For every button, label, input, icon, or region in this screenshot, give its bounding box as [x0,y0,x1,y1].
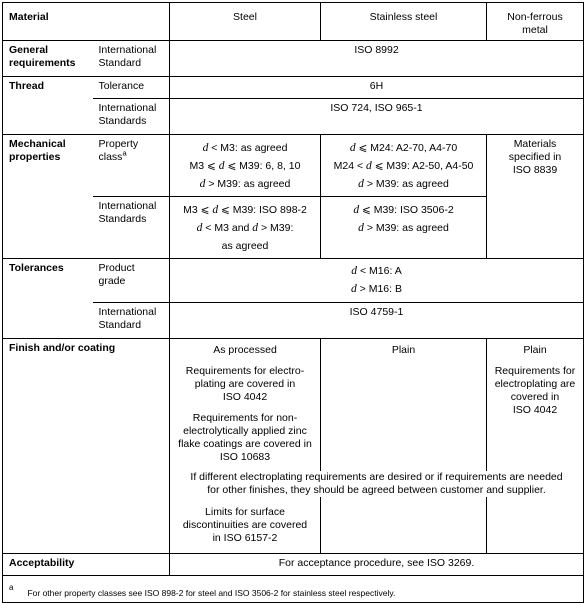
nf-finish-electroplating [493,363,577,417]
mechanical-label-line-2: properties [9,151,61,163]
mech-std-sub-line-2: Standards [98,213,147,225]
footnote-marker: a [122,148,127,158]
header-material: Material [3,3,170,41]
thread-std-sub-line-1: International [98,102,157,114]
var-d: d [358,178,364,190]
finish-shared-line-1: If different electroplating requirements are desired or if requirements are needed [190,471,563,483]
steel-finish [170,339,321,468]
limits-line-3: in ISO 6157-2 [212,532,278,544]
nf-finish-bottom-spacer [487,503,584,554]
steel-surface-limits [170,503,321,554]
mechanical-label-line-1: Mechanical [9,138,66,150]
limits-line-2: discontinuities are covered [182,519,308,531]
acceptability-value: For acceptance procedure, see ISO 3269. [170,554,584,576]
stainless-finish-plain: Plain [391,344,416,356]
property-class-sub-line-2 [98,148,164,164]
pg-line-1 [176,262,577,280]
general-label-line-1: General [9,44,49,56]
nf-spec-line-2: specified in [508,151,562,163]
var-d: d [353,204,360,216]
pg-line-1-text: < M16: A [359,265,402,277]
property-class-word: class [98,151,123,163]
specification-table [2,2,584,603]
footnote-text: For other property classes see ISO 898-2 for steel and ISO 3506-2 for stainless steel respectively. [27,587,396,598]
ss-std-line-1-text: ⩽ M39: ISO 3506-2 [361,204,454,216]
nf-spec-line-1: Materials [513,138,557,150]
finish-coating-row [3,339,584,468]
var-d: d [351,283,357,295]
thread-std-sub-line-2: Standards [98,115,147,127]
steel-mechanical-standards [170,197,321,259]
steel-finish-zinc-flake [176,410,314,464]
nf-finish-plain: Plain [523,344,547,356]
tolerances-label: Tolerances [3,259,93,339]
non-ferrous-finish [487,339,584,468]
tol-std-sub-line-2: Standard [98,319,142,331]
general-requirements-label [3,41,93,77]
steel-std-line-2 [176,219,314,237]
footnote-row [3,576,584,603]
var-d: d [202,142,209,154]
steel-finish-as-processed: As processed [213,344,277,356]
var-d: d [351,265,358,277]
thread-standards-sublabel [93,99,170,135]
var-d: d [218,160,225,172]
property-class-sub-line-1: Property [98,138,139,150]
ss-pc-line-3 [327,175,480,193]
stainless-mechanical-standards [321,197,487,259]
steel-finish-p3-l4: ISO 10683 [219,451,271,463]
var-d: d [252,222,259,234]
finish-coating-label: Finish and/or coating [3,339,170,554]
general-label-line-2: requirements [9,57,76,69]
ss-pc-line-1 [327,139,480,157]
pg-line-2 [176,280,577,298]
mechanical-properties-label [3,135,93,259]
product-grade-sublabel [93,259,170,303]
footnote [3,576,584,603]
tolerances-standard-value: ISO 4759-1 [170,303,584,339]
nf-spec-line-3: ISO 8839 [512,164,558,176]
mech-std-sub-line-1: International [98,200,157,212]
mechanical-standards-sublabel [93,197,170,259]
tol-std-sub-line-1: International [98,306,157,318]
steel-pc-line-1-text: < M3: as agreed [211,142,288,154]
steel-std-line-2-a: < M3 and [205,222,250,234]
var-d: d [199,178,206,190]
steel-pc-line-2 [176,157,314,175]
mechanical-property-class-row [3,135,584,197]
header-stainless-steel: Stainless steel [321,3,487,41]
nf-finish-p2-l4: ISO 4042 [512,404,558,416]
finish-shared-note-cell [170,467,563,503]
finish-shared-note [174,471,579,497]
steel-finish-electroplating [176,363,314,404]
stainless-finish [321,339,487,554]
steel-finish-p3-l1: Requirements for non- [192,412,298,424]
nf-finish-p2-l3: covered in [510,391,560,403]
finish-shared-line-2: for other finishes, they should be agreed between customer and supplier. [207,484,546,496]
acceptability-row [3,554,584,576]
steel-finish-p3-l3: flake coatings are covered in [178,438,312,450]
general-sub-line-2: Standard [98,57,142,69]
steel-finish-p2-l3: ISO 4042 [222,391,268,403]
thread-label: Thread [3,77,93,135]
ss-std-line-2-text: > M39: as agreed [366,222,449,234]
steel-finish-p2-l2: plating are covered in [194,378,296,390]
property-class-sublabel [93,135,170,197]
steel-std-line-1-b: ⩽ M39: ISO 898-2 [221,204,307,216]
pg-line-2-text: > M16: B [359,283,402,295]
ss-pc-line-2 [327,157,480,175]
pg-sub-line-2: grade [98,275,126,287]
ss-pc-line-2-b: ⩽ M39: A2-50, A4-50 [374,160,474,172]
thread-standards-value: ISO 724, ISO 965-1 [170,99,584,135]
steel-finish-p3-l2: electrolytically applied zinc [183,425,307,437]
steel-pc-line-3 [176,175,314,193]
ss-std-line-2 [327,219,480,237]
ss-pc-line-2-a: M24 < [333,160,364,172]
var-d: d [349,142,356,154]
steel-std-line-1-a: M3 ⩽ [183,204,210,216]
steel-std-line-2-b: > M39: [260,222,294,234]
var-d: d [212,204,219,216]
specification-document [2,2,583,598]
header-steel: Steel [170,3,321,41]
tolerances-standard-sublabel [93,303,170,339]
steel-pc-line-1 [176,139,314,157]
general-standard-value: ISO 8992 [170,41,584,77]
steel-std-line-3: as agreed [221,240,269,252]
steel-finish-p2-l1: Requirements for electro- [185,365,305,377]
var-d: d [196,222,203,234]
product-grade-values [170,259,584,303]
thread-tolerance-row [3,77,584,99]
footnote-mark: a [9,583,14,592]
ss-std-line-1 [327,201,480,219]
var-d: d [358,222,364,234]
nf-finish-p2-l2: electroplating are [494,378,576,390]
header-row [3,3,584,41]
general-requirements-row [3,41,584,77]
acceptability-label: Acceptability [3,554,170,576]
steel-pc-line-2-a: M3 ⩽ [189,160,216,172]
steel-pc-line-2-b: ⩽ M39: 6, 8, 10 [227,160,301,172]
thread-tolerance-value: 6H [170,77,584,99]
general-standard-sublabel [93,41,170,77]
ss-pc-line-1-text: ⩽ M24: A2-70, A4-70 [358,142,458,154]
general-sub-line-1: International [98,44,157,56]
header-non-ferrous-metal: Non-ferrous metal [487,3,584,41]
tolerances-product-grade-row [3,259,584,303]
thread-tolerance-sublabel: Tolerance [93,77,170,99]
ss-pc-line-3-text: > M39: as agreed [366,178,449,190]
pg-sub-line-1: Product [98,262,135,274]
stainless-property-classes [321,135,487,197]
limits-line-1: Limits for surface [205,506,285,518]
non-ferrous-materials-spec [487,135,584,259]
nf-finish-p2-l1: Requirements for [494,365,576,377]
steel-pc-line-3-text: > M39: as agreed [208,178,291,190]
steel-property-classes [170,135,321,197]
var-d: d [366,160,372,172]
steel-std-line-1 [176,201,314,219]
